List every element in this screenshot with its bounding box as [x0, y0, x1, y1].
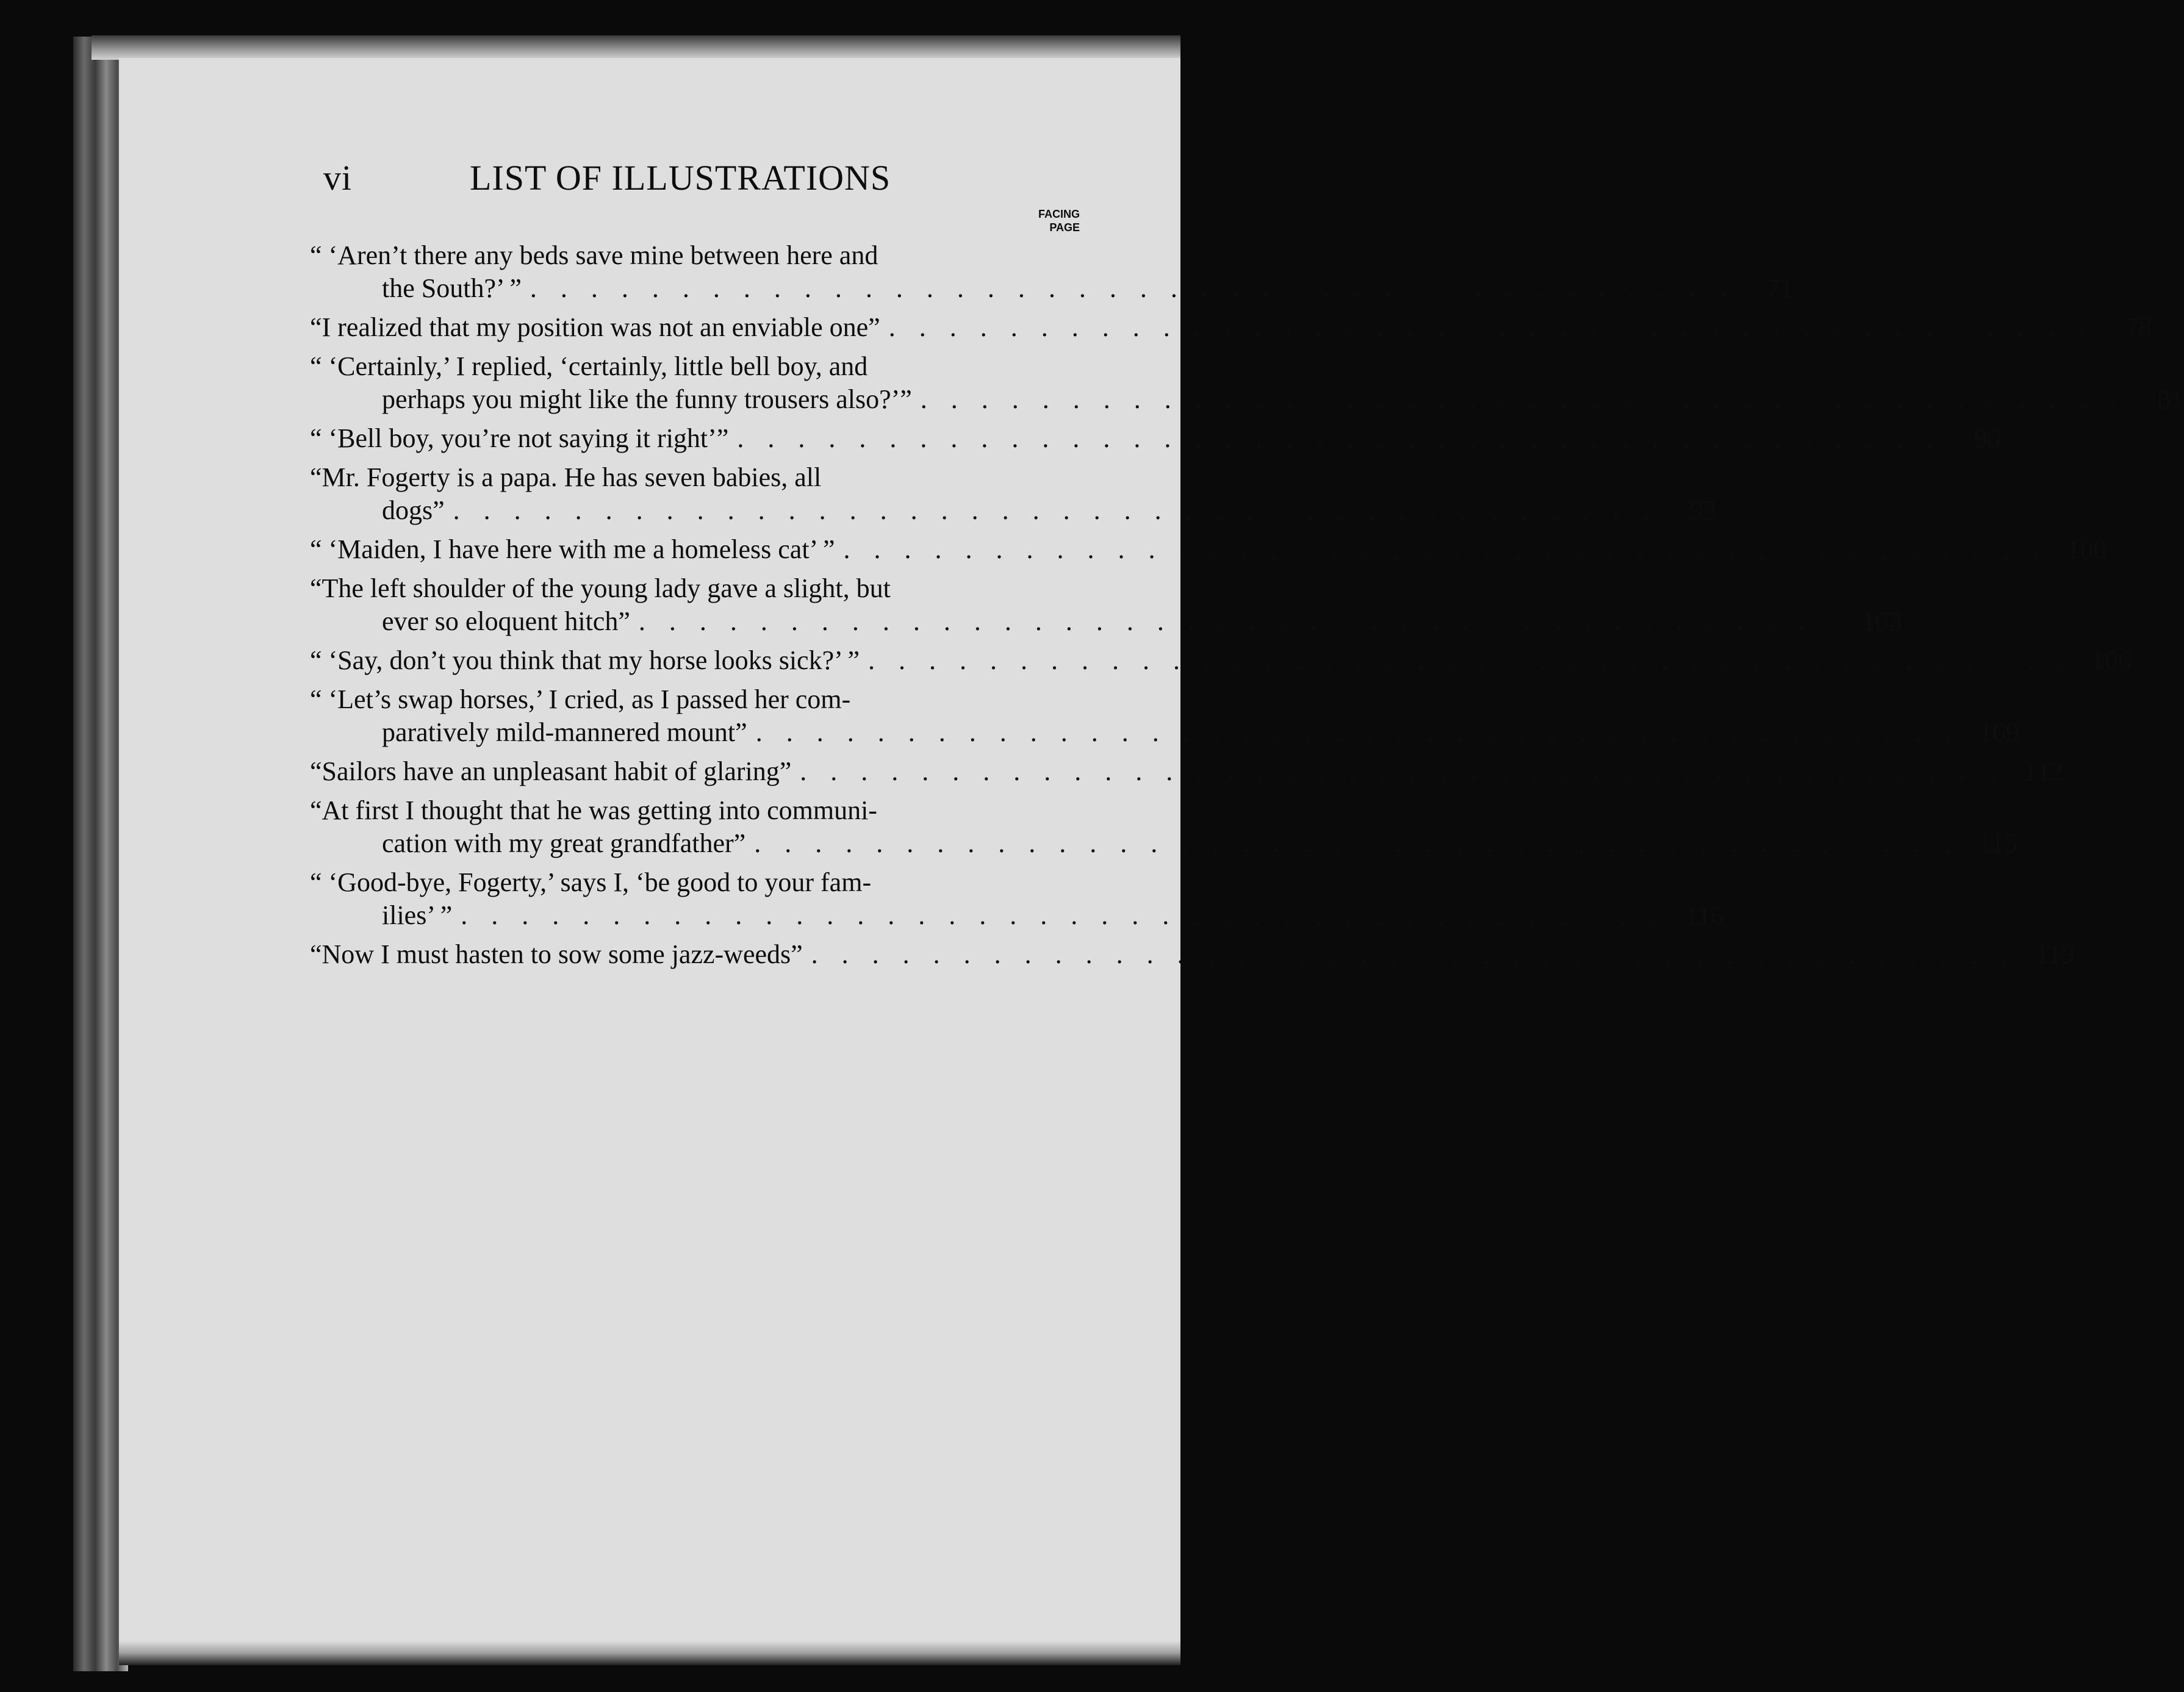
facing-page-label: [1000, 207, 1080, 234]
caption-line: [310, 644, 2132, 677]
caption-text: “At first I thought that he was getting into communi-: [310, 795, 877, 825]
facing-page-number: 106: [2091, 645, 2132, 675]
list-item: [310, 572, 1902, 638]
caption-line: [310, 605, 1902, 638]
facing-page-number: 93: [1689, 495, 1717, 525]
page-number: vi: [323, 158, 353, 198]
caption-text: “The left shoulder of the young lady gave a slight, but: [310, 573, 891, 603]
illustrations-list: [310, 239, 2184, 977]
caption-line: [310, 683, 1018, 716]
caption-text: perhaps you might like the funny trousers also?’”: [382, 384, 912, 414]
caption-text: “ ‘Say, don’t you think that my horse looks sick?’ ”: [310, 645, 860, 675]
list-item: [310, 683, 2019, 749]
facing-label-line1: FACING: [1038, 208, 1080, 220]
caption-text: dogs”: [382, 495, 445, 525]
facing-page-number: 119: [2035, 939, 2075, 969]
facing-page-number: 109: [1978, 717, 2019, 747]
list-item: [310, 422, 2001, 455]
dot-leader: . . . . . . . . . . . . . . . . . . . . . . . . . . . . . . . . . . . . . . . .: [843, 534, 2049, 564]
caption-text: “Now I must hasten to sow some jazz-weeds”: [310, 939, 803, 969]
dot-leader: . . . . . . . . . . . . . . . . . . . . . . . . . . . . . . . . . . . . . . . .: [453, 495, 1658, 525]
caption-text: the South?’ ”: [382, 273, 522, 303]
list-item: [310, 350, 2184, 416]
list-item: [310, 311, 2152, 344]
caption-text: “ ‘Maiden, I have here with me a homeless cat’ ”: [310, 534, 835, 564]
caption-text: “ ‘Certainly,’ I replied, ‘certainly, little bell boy, and: [310, 351, 868, 381]
caption-line: [310, 422, 2001, 455]
facing-page-number: 71: [1766, 273, 1794, 303]
dot-leader: . . . . . . . . . . . . . . . . . . . . . . . . . . . . . . . . . . . . . . . .: [811, 939, 2016, 969]
facing-page-number: 78: [2125, 312, 2152, 342]
caption-line: [310, 272, 1794, 305]
list-item: [310, 938, 2075, 971]
caption-line: [310, 572, 1018, 605]
caption-line: [310, 350, 1018, 383]
list-item: [310, 533, 2107, 566]
caption-text: “ ‘Let’s swap horses,’ I cried, as I passed her com-: [310, 684, 851, 714]
facing-page-number: 103: [1861, 606, 1902, 636]
page-bottom-edge: [119, 1641, 1180, 1665]
caption-line: [310, 866, 1018, 899]
caption-line: [310, 461, 1018, 494]
caption-line: [310, 899, 1725, 932]
list-item: [310, 644, 2132, 677]
facing-page-number: 116: [1684, 900, 1725, 930]
dot-leader: . . . . . . . . . . . . . . . . . . . . . . . . . . . . . . . . . . . . . . . .: [920, 384, 2125, 414]
caption-text: “ ‘Good-bye, Fogerty,’ says I, ‘be good to your fam-: [310, 867, 872, 897]
caption-line: [310, 938, 2075, 971]
caption-text: ilies’ ”: [382, 900, 453, 930]
list-item: [310, 755, 2064, 788]
page-title: LIST OF ILLUSTRATIONS: [470, 158, 891, 198]
list-item: [310, 866, 1725, 932]
caption-text: “Mr. Fogerty is a papa. He has seven babies, all: [310, 462, 822, 492]
dot-leader: . . . . . . . . . . . . . . . . . . . . . . . . . . . . . . . . . . . . . . . .: [754, 828, 1959, 858]
dot-leader: . . . . . . . . . . . . . . . . . . . . . . . . . . . . . . . . . . . . . . . .: [800, 756, 2005, 786]
facing-page-number: 81: [2157, 384, 2184, 414]
facing-page-number: 100: [2066, 534, 2107, 564]
caption-text: “ ‘Aren’t there any beds save mine between here and: [310, 240, 878, 270]
dot-leader: . . . . . . . . . . . . . . . . . . . . . . . . . . . . . . . . . . . . . . . .: [737, 423, 1942, 453]
caption-text: “Sailors have an unpleasant habit of glaring”: [310, 756, 792, 786]
caption-line: [310, 716, 2019, 749]
caption-line: [310, 311, 2152, 344]
dot-leader: . . . . . . . . . . . . . . . . . . . . . . . . . . . . . . . . . . . . . . . .: [638, 606, 1844, 636]
facing-page-number: 112: [2024, 756, 2064, 786]
dot-leader: . . . . . . . . . . . . . . . . . . . . . . . . . . . . . . . . . . . . . . . .: [868, 645, 2074, 675]
caption-line: [310, 239, 1018, 272]
caption-line: [310, 533, 2107, 566]
list-item: [310, 461, 1717, 527]
caption-line: [310, 755, 2064, 788]
list-item: [310, 794, 2018, 860]
list-item: [310, 239, 1794, 305]
caption-text: “I realized that my position was not an enviable one”: [310, 312, 880, 342]
facing-page-number: 90: [1974, 423, 2001, 453]
caption-text: “ ‘Bell boy, you’re not saying it right’”: [310, 423, 729, 453]
caption-line: [310, 494, 1717, 527]
page-top-edge: [92, 35, 1180, 60]
dot-leader: . . . . . . . . . . . . . . . . . . . . . . . . . . . . . . . . . . . . . . . .: [755, 717, 1961, 747]
facing-page-number: 115: [1978, 828, 2018, 858]
caption-text: ever so eloquent hitch”: [382, 606, 630, 636]
facing-label-line2: PAGE: [1049, 221, 1080, 234]
dot-leader: . . . . . . . . . . . . . . . . . . . . . . . . . . . . . . . . . . . . . . . .: [888, 312, 2094, 342]
caption-line: [310, 794, 1018, 827]
caption-text: cation with my great grandfather”: [382, 828, 746, 858]
caption-text: paratively mild-mannered mount”: [382, 717, 747, 747]
caption-line: [310, 827, 2018, 860]
dot-leader: . . . . . . . . . . . . . . . . . . . . . . . . . . . . . . . . . . . . . . . .: [530, 273, 1735, 303]
dot-leader: . . . . . . . . . . . . . . . . . . . . . . . . . . . . . . . . . . . . . . . .: [461, 900, 1666, 930]
caption-line: [310, 383, 2184, 416]
